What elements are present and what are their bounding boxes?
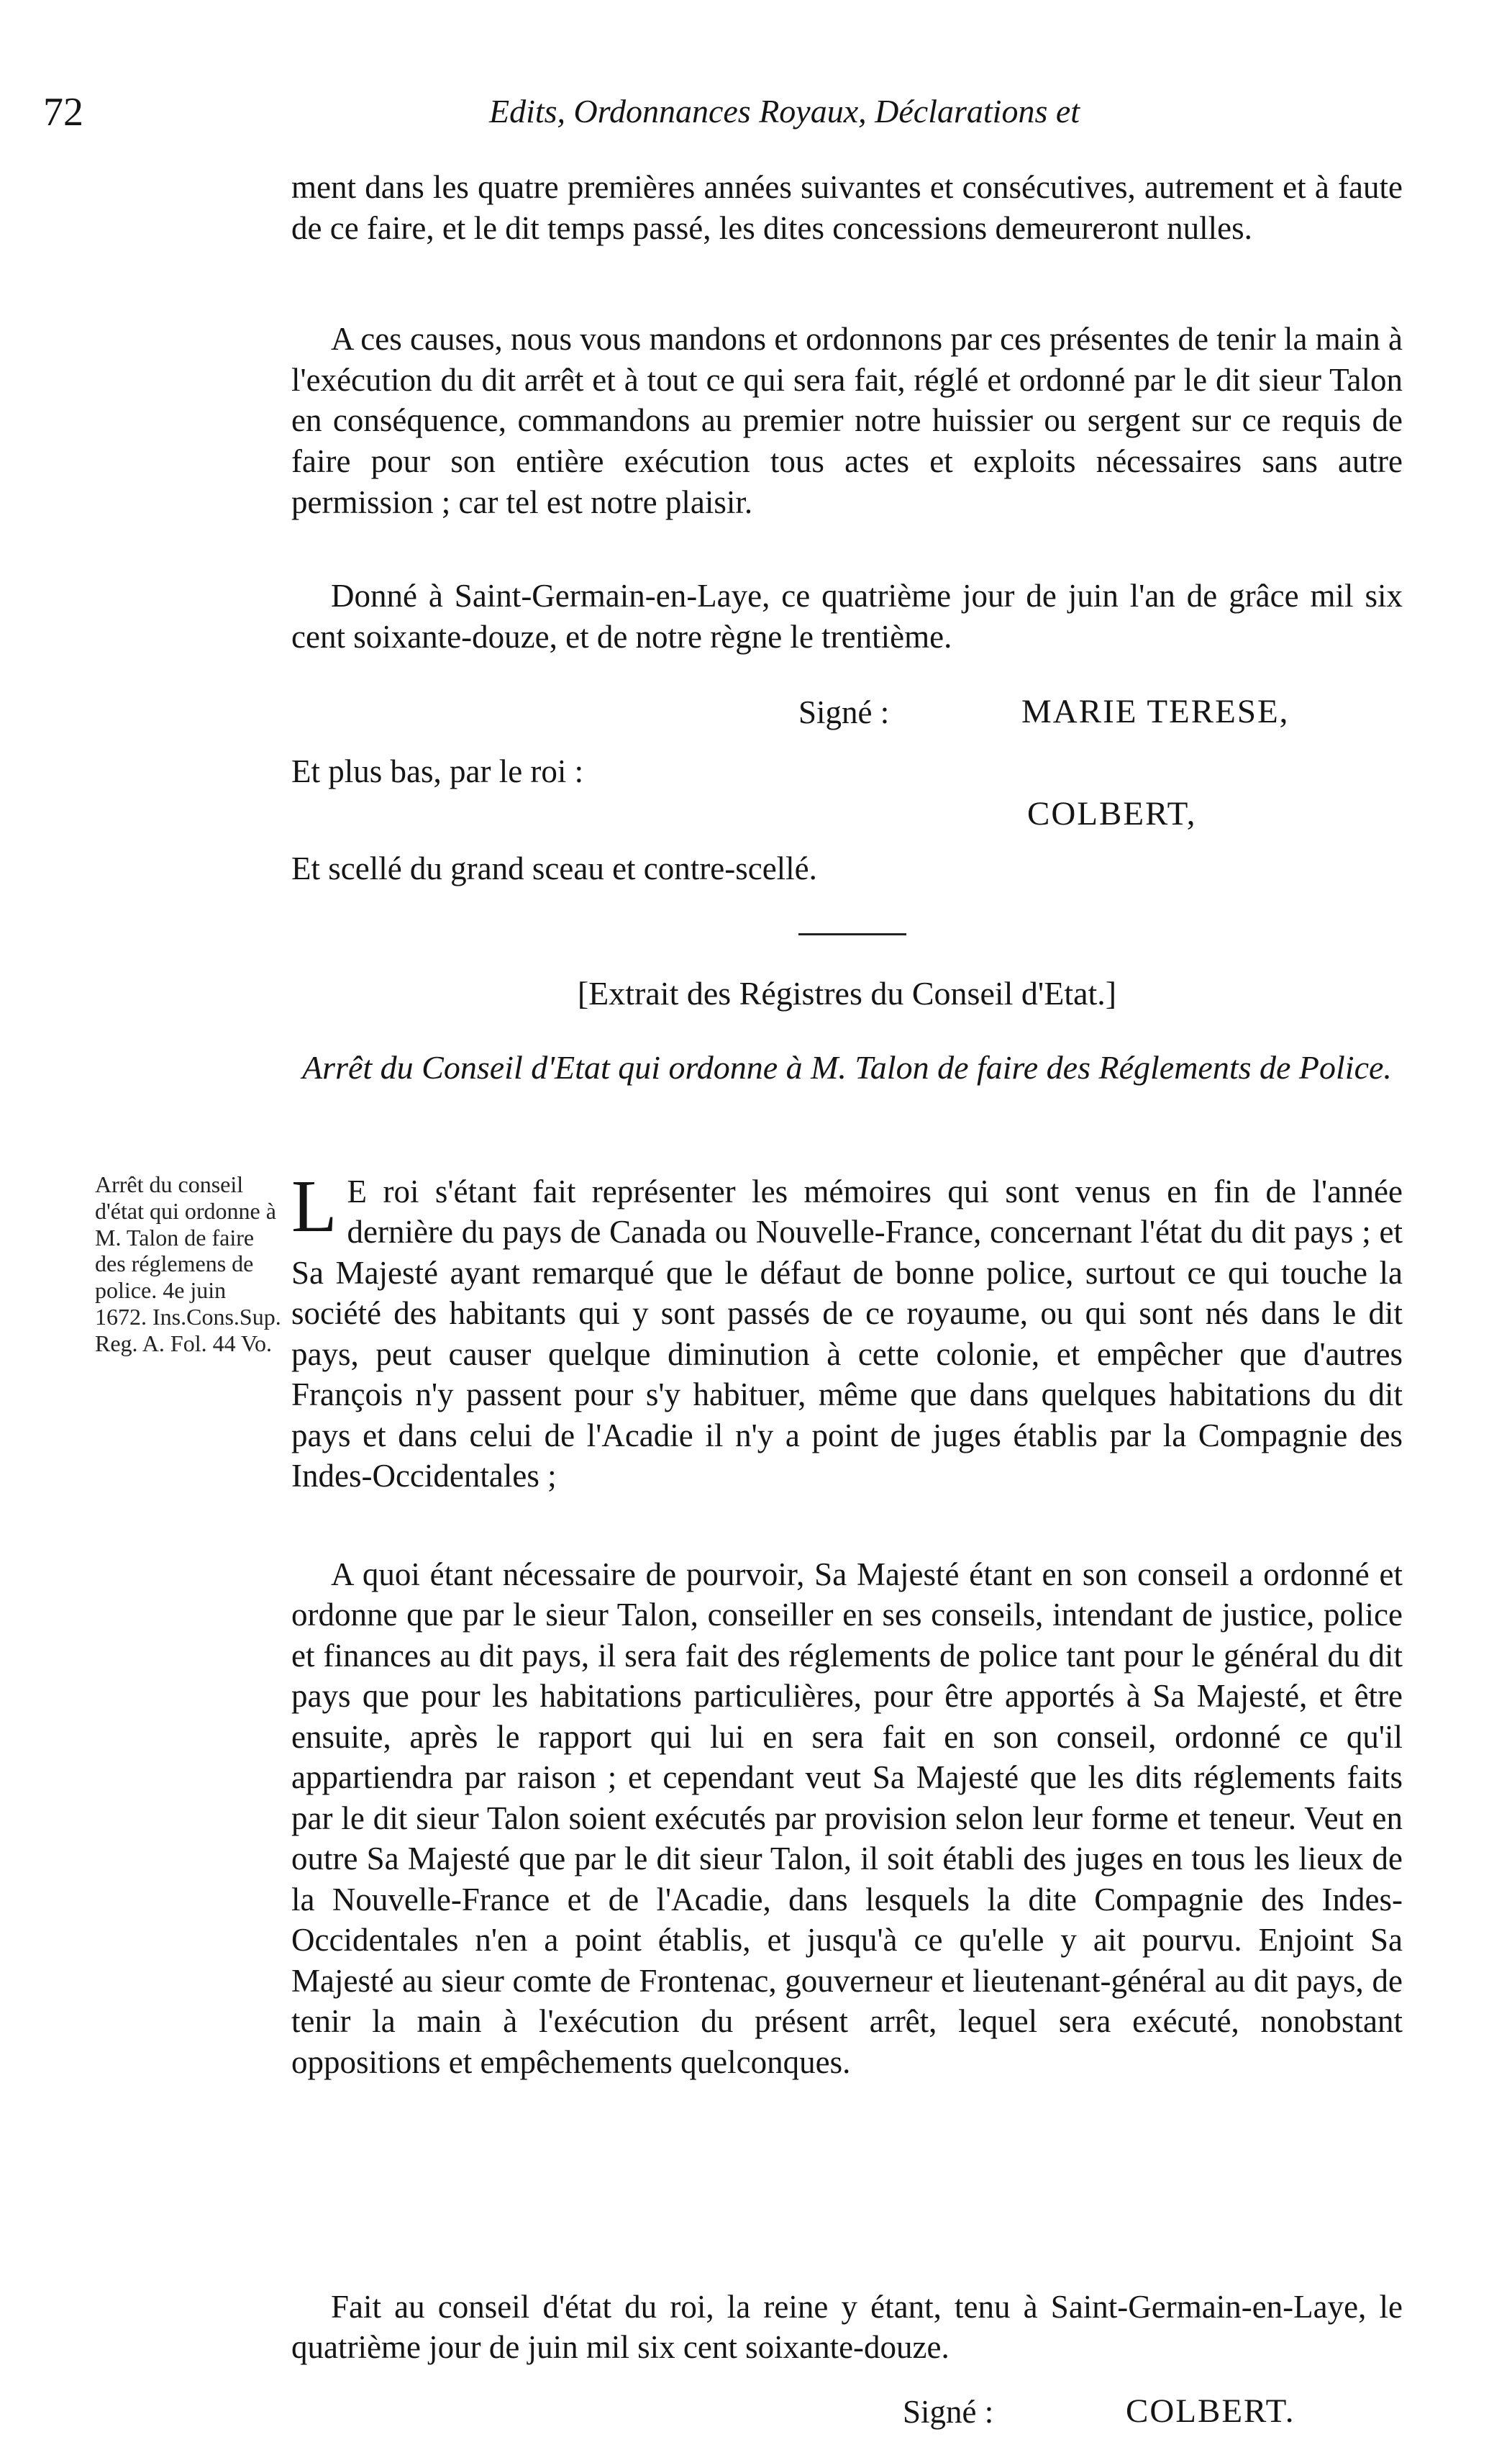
running-title: Edits, Ordonnances Royaux, Déclarations et: [489, 93, 1080, 130]
signe-label-2: Signé :: [903, 2394, 994, 2430]
scelle-line: Et scellé du grand sceau et contre-scellé.: [291, 850, 817, 886]
signature-marie-terese: MARIE TERESE,: [1021, 693, 1290, 730]
section-divider: [798, 933, 906, 935]
paragraph-continuation: ment dans les quatre premières années suivantes et consécutives, autrement et à faute de ce faire, et le dit temps passé, les dites concessions demeureront nulles.: [291, 169, 1403, 246]
signature-colbert-2: COLBERT.: [1126, 2392, 1295, 2430]
arret-paragraph-2: A quoi étant nécessaire de pourvoir, Sa Majesté étant en son conseil a ordonné et ordonne que par le sieur Talon, conseiller en ses conseils, intendant de justice, police et finances au dit pays, il sera fait des réglements de police tant pour le général du dit pays que pour les habitations particulières, pour être apportés à Sa Majesté, et être ensuite, après le rapport qui lui en sera fait en son conseil, ordonné ce qu'il appartiendra par raison ; et cependant veut Sa Majesté que les dits réglements faits par le dit sieur Talon soient exécutés par provision selon leur forme et teneur. Veut en outre Sa Majesté que par le dit sieur Talon, il soit établi des juges en tous les lieux de la Nouvelle-France et de l'Acadie, dans lesquels la dite Compagnie des Indes-Occidentales n'en a point établis, et jusqu'à ce qu'elle y ait pourvu. Enjoint Sa Majesté au sieur comte de Frontenac, gouverneur et lieutenant-général au dit pays, de tenir la main à l'exécution du présent arrêt, lequel sera exécuté, nonobstant oppositions et empêchements quelconques.: [291, 1556, 1403, 2080]
arret-paragraph-1: [291, 1165, 1403, 1497]
drop-cap: L: [291, 1165, 337, 1248]
page-number: 72: [43, 90, 83, 135]
paragraph-donne: Donné à Saint-Germain-en-Laye, ce quatrième jour de juin l'an de grâce mil six cent soixante-douze, et de notre règne le trentième.: [291, 578, 1403, 655]
arret-title: Arrêt du Conseil d'Etat qui ordonne à M. Talon de faire des Réglements de Police.: [302, 1049, 1392, 1086]
margin-note: Arrêt du conseil d'état qui ordonne à M. Talon de faire des réglemens de police. 4e juin 1672. Ins.Cons.Sup. Reg. A. Fol. 44 Vo.: [95, 1171, 281, 1356]
signe-label: Signé :: [798, 694, 890, 730]
arret-paragraph-1-text: E roi s'étant fait représenter les mémoires qui sont venus en fin de l'année dernière du pays de Canada ou Nouvelle-France, concernant l'état du dit pays ; et Sa Majesté ayant remarqué que le défaut de bonne police, surtout ce qui touche la société des habitants qui y sont passés de ce royaume, ou qui sont nés dans le dit pays, peut causer quelque diminution à cette colonie, et empêcher que d'autres François n'y passent pour s'y habituer, même que dans quelques habitations du dit pays et dans celui de l'Acadie il n'y a point de juges établis par la Compagnie des Indes-Occidentales ;: [291, 1174, 1403, 1494]
arret-paragraph-3: Fait au conseil d'état du roi, la reine y étant, tenu à Saint-Germain-en-Laye, le quatrième jour de juin mil six cent soixante-douze.: [291, 2289, 1403, 2366]
plus-bas-line: Et plus bas, par le roi :: [291, 753, 584, 789]
extrait-heading: [Extrait des Régistres du Conseil d'Etat.]: [577, 975, 1117, 1012]
paragraph-a-ces-causes: A ces causes, nous vous mandons et ordonnons par ces présentes de tenir la main à l'exécution du dit arrêt et à tout ce qui sera fait, réglé et ordonné par le dit sieur Talon en conséquence, commandons au premier notre huissier ou sergent sur ce requis de faire pour son entière exécution tous actes et exploits nécessaires sans autre permission ; car tel est notre plaisir.: [291, 321, 1403, 520]
signature-colbert: COLBERT,: [1027, 795, 1197, 832]
